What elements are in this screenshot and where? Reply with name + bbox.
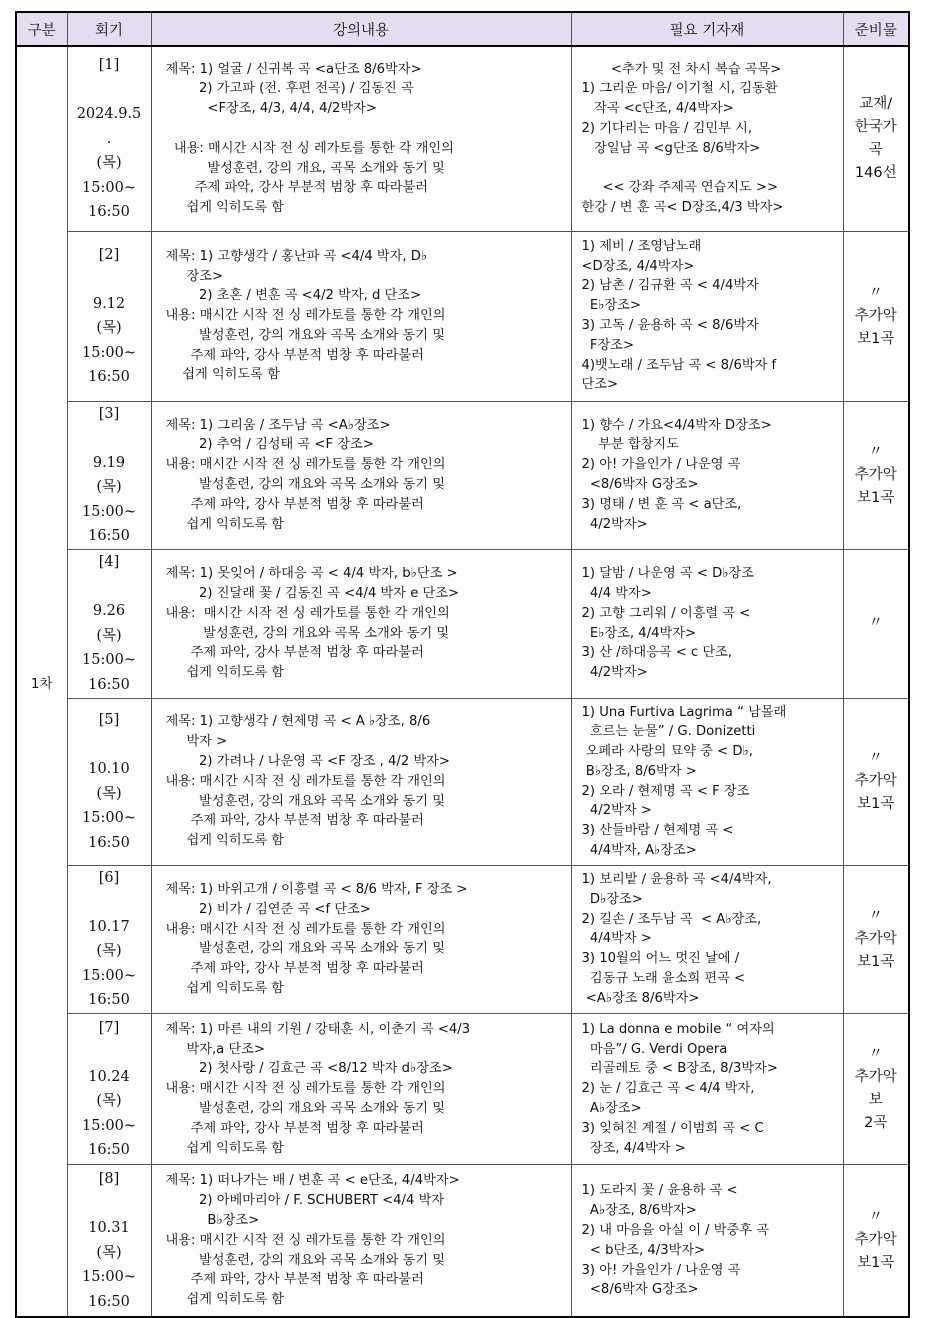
prep-cell-line: 보 — [868, 1092, 883, 1109]
content-cell-line: 제목: 1) 그리움 / 조두남 곡 <A♭장조> — [165, 417, 391, 433]
materials-cell-line: 부분 합창지도 — [581, 437, 679, 453]
materials-cell — [571, 46, 843, 231]
session-cell-line: 10.31 — [88, 1220, 130, 1237]
content-cell-line: 발성훈련, 강의 개요와 곡목 소개와 동기 및 — [165, 1101, 445, 1117]
session-cell-line: (목) — [96, 155, 122, 171]
prep-cell-line: 보1곡 — [857, 953, 895, 970]
session-cell-line: 16:50 — [88, 676, 130, 693]
materials-cell-line: 1) 도라지 꽃 / 윤용하 곡 < — [581, 1183, 738, 1199]
materials-cell-line: 한강 / 변 훈 곡< D장조,4/3 박자> — [581, 200, 784, 216]
session-cell-line — [68, 1040, 151, 1065]
session-cell-line: 16:50 — [88, 834, 130, 851]
session-cell — [67, 46, 151, 231]
session-cell-line: 16:50 — [88, 204, 130, 220]
content-cell-line: 2) 가려나 / 나운영 곡 <F 장조 , 4/2 박자> — [165, 753, 450, 769]
materials-cell-line: D♭장조> — [581, 891, 643, 907]
materials-cell-line: 3) 10월의 어느 멋진 날에 / — [581, 951, 740, 967]
content-cell-line: 장조> — [165, 268, 223, 284]
materials-cell-line: 흐르는 눈물” / G. Donizetti — [581, 724, 756, 740]
content-cell — [151, 865, 571, 1013]
materials-cell-line: 오페라 사랑의 묘약 중 < D♭, — [581, 744, 753, 760]
session-cell-line: 15:00~ — [82, 344, 136, 361]
prep-cell — [843, 401, 909, 549]
materials-cell-line: 4/4 박자> — [581, 585, 652, 601]
content-cell-line: 2) 진달래 꽃 / 김동진 곡 <4/4 박자 e 단조> — [165, 585, 460, 601]
materials-cell-line: < b단조, 4/3박자> — [581, 1242, 706, 1258]
materials-cell-line: E♭장조, 4/4박자> — [581, 625, 697, 641]
session-cell-line: [3] — [98, 405, 120, 422]
content-cell-line: 발성훈련, 강의 개요와 곡목 소개와 동기 및 — [165, 941, 445, 957]
prep-cell-line: 추가악 — [854, 930, 897, 947]
content-cell-line: 2) 가고파 (전. 후편 전곡) / 김동진 곡 — [165, 81, 414, 97]
session-cell-line: 16:50 — [88, 992, 130, 1009]
session-cell-line — [68, 733, 151, 758]
prep-cell-line: 추가악 — [854, 773, 897, 790]
prep-cell — [843, 1013, 909, 1165]
prep-cell-line: 2곡 — [864, 1115, 888, 1132]
header-session: 회기 — [67, 12, 151, 46]
content-cell-line: 제목: 1) 바위고개 / 이흥렬 곡 < 8/6 박자, F 장조 > — [165, 881, 468, 897]
content-cell-line: <F장조, 4/3, 4/4, 4/2박자> — [165, 101, 377, 117]
table-row — [16, 865, 909, 1013]
content-cell-line: 제목: 1) 떠나가는 배 / 변훈 곡 < e단조, 4/4박자> — [165, 1173, 460, 1189]
materials-cell-line: 3) 산들바람 / 현제명 곡 < — [581, 823, 734, 839]
table-row — [16, 1165, 909, 1317]
prep-cell — [843, 231, 909, 401]
prep-cell-line: 보1곡 — [857, 1255, 895, 1272]
session-cell — [67, 549, 151, 698]
materials-cell — [571, 1013, 843, 1165]
session-cell-line: 15:00~ — [82, 967, 136, 984]
materials-cell — [571, 231, 843, 401]
content-cell-line: 쉽게 익히도록 함 — [165, 200, 285, 216]
content-cell-line: 2) 초혼 / 변훈 곡 <4/2 박자, d 단조> — [165, 288, 422, 304]
materials-cell-line: 2) 고향 그리워 / 이흥렬 곡 < — [581, 605, 751, 621]
materials-cell-line: 4/4박자 > — [581, 931, 652, 947]
materials-cell-line: 4)뱃노래 / 조두남 곡 < 8/6박자 f — [581, 357, 777, 373]
table-row — [16, 401, 909, 549]
content-cell-line: 주제 파악, 강사 부분적 범창 후 따라불러 — [165, 496, 424, 512]
content-cell-line: 박자,a 단조> — [165, 1041, 265, 1057]
materials-cell-line: 1) 달밤 / 나운영 곡 < D♭장조 — [581, 566, 754, 582]
content-cell-line: 쉽게 익히도록 함 — [165, 516, 285, 532]
session-cell-line: 15:00~ — [82, 810, 136, 827]
materials-cell-line: 2) 남촌 / 김규환 곡 < 4/4박자 — [581, 278, 759, 294]
content-cell-line: 발성훈련, 강의 개요와 곡목 소개와 동기 및 — [165, 477, 445, 492]
session-cell-line: (목) — [96, 320, 122, 336]
content-cell-line: 박자 > — [165, 734, 228, 750]
content-cell-line: 내용: 매시간 시작 전 싱 레가토를 통한 각 개인의 — [165, 457, 446, 473]
session-cell-line: [5] — [98, 712, 120, 729]
prep-cell-line: 보1곡 — [857, 489, 895, 506]
content-cell-line: 주제 파악, 강사 부분적 범창 후 따라불러 — [165, 961, 424, 977]
content-cell-line: 주제 파악, 강사 부분적 범창 후 따라불러 — [165, 347, 424, 363]
session-cell-line: 10.17 — [88, 918, 130, 935]
content-cell-line: 발성훈련, 강의 개요와 곡목 소개와 동기 및 — [165, 625, 450, 641]
prep-cell — [843, 698, 909, 865]
content-cell-line: 발성훈련, 강의 개요와 곡목 소개와 동기 및 — [165, 793, 445, 809]
materials-cell-line: << 강좌 주제곡 연습지도 >> — [581, 180, 779, 196]
session-cell-line — [68, 575, 151, 600]
materials-cell-line: 2) 기다리는 마음 / 김민부 시, — [581, 120, 753, 136]
content-cell-line: 주제 파악, 강사 부분적 범창 후 따라불러 — [165, 645, 424, 661]
session-cell-line — [68, 890, 151, 915]
session-cell-line: 10.24 — [88, 1068, 130, 1085]
session-cell-line: 10.10 — [88, 761, 130, 778]
session-cell-line: 9.19 — [92, 454, 126, 471]
materials-cell-line: 2) 내 마음을 아실 이 / 박중후 곡 — [581, 1222, 769, 1238]
content-cell-line: 제목: 1) 고향생각 / 현제명 곡 < A ♭장조, 8/6 — [165, 714, 431, 730]
content-cell-line: 제목: 1) 고향생각 / 홍난파 곡 <4/4 박자, D♭ — [165, 248, 428, 264]
materials-cell — [571, 1165, 843, 1317]
session-cell-line: 16:50 — [88, 1142, 130, 1159]
materials-cell-line: 1) 그리운 마음/ 이기철 시, 김동환 — [581, 81, 778, 97]
session-cell-line: 16:50 — [88, 528, 130, 544]
content-cell-line: 발성훈련, 강의 개요, 곡목 소개와 동기 및 — [165, 160, 445, 176]
content-cell-line — [166, 119, 565, 139]
materials-cell-line: 장조, 4/4박자 > — [581, 1140, 686, 1156]
session-cell-line: . — [106, 130, 112, 147]
session-cell-line: 2024.9.5 — [76, 106, 142, 122]
content-cell — [151, 1013, 571, 1165]
session-cell-line: [4] — [98, 554, 120, 570]
materials-cell-line: 1) Una Furtiva Lagrima “ 남몰래 — [581, 704, 787, 720]
table-row — [16, 698, 909, 865]
content-cell-line: 내용: 매시간 시작 전 싱 레가토를 통한 각 개인의 — [165, 1232, 446, 1248]
content-cell-line: 쉽게 익히도록 함 — [165, 665, 285, 681]
materials-cell-line: 장일남 곡 <g단조 8/6박자> — [581, 140, 761, 156]
materials-cell-line: F장조> — [581, 337, 634, 353]
materials-cell-line: 3) 고독 / 윤용하 곡 < 8/6박자 — [581, 318, 759, 333]
materials-cell-line: 2) 아! 가을인가 / 나운영 곡 — [581, 457, 741, 473]
content-cell-line: 내용: 매시간 시작 전 싱 레가토를 통한 각 개인의 — [165, 140, 454, 156]
session-cell-line: 9.26 — [92, 603, 126, 619]
session-cell-line — [68, 78, 151, 103]
prep-cell-line: 추가악 — [854, 307, 897, 324]
content-cell-line: 쉽게 익히도록 함 — [165, 1292, 285, 1308]
content-cell-line: 제목: 1) 못잊어 / 하대응 곡 < 4/4 박자, b♭단조 > — [165, 566, 458, 582]
prep-cell-line: 추가악 — [854, 1069, 897, 1086]
materials-cell-line: 4/2박자> — [581, 516, 648, 532]
session-cell-line: (목) — [96, 1244, 122, 1261]
session-cell — [67, 1013, 151, 1165]
materials-cell-line: <D장조, 4/4박자> — [581, 258, 695, 274]
content-cell — [151, 401, 571, 549]
materials-cell-line: 1) 향수 / 가요<4/4박자 D장조> — [581, 417, 772, 433]
session-cell-line: 15:00~ — [82, 503, 136, 520]
prep-cell-line: 146선 — [854, 164, 897, 181]
session-cell-line: 15:00~ — [82, 1117, 136, 1134]
materials-cell-line: <8/6박자 G장조> — [581, 477, 699, 492]
prep-cell-line: 〃 — [868, 615, 883, 631]
schedule-table — [15, 11, 910, 1318]
session-cell-line: 15:00~ — [82, 652, 136, 668]
prep-cell — [843, 865, 909, 1013]
materials-cell-line: 4/2박자> — [581, 665, 648, 681]
session-cell-line: [1] — [98, 57, 120, 73]
prep-cell-line: 〃 — [868, 750, 883, 767]
prep-cell — [843, 1165, 909, 1317]
table-row — [16, 1013, 909, 1165]
materials-cell-line: <A♭장조 8/6박자> — [581, 990, 700, 1006]
content-cell-line: 제목: 1) 얼굴 / 신귀복 곡 <a단조 8/6박자> — [165, 61, 422, 77]
materials-cell-line: A♭장조> — [581, 1101, 642, 1117]
prep-cell-line: 〃 — [868, 1209, 883, 1226]
prep-cell — [843, 46, 909, 231]
content-cell-line: 주제 파악, 강사 부분적 범창 후 따라불러 — [165, 180, 429, 196]
materials-cell-line: E♭장조> — [581, 298, 641, 314]
table-row — [16, 231, 909, 401]
materials-cell-line: 단조> — [581, 377, 619, 393]
session-cell-line — [68, 1192, 151, 1217]
prep-cell-line: 〃 — [868, 284, 883, 301]
content-cell-line: 제목: 1) 마른 내의 기원 / 강태훈 시, 이춘기 곡 <4/3 — [165, 1021, 471, 1037]
materials-cell-line: 마음”/ G. Verdi Opera — [581, 1041, 728, 1057]
prep-cell-line: 곡 — [868, 141, 883, 158]
prep-cell-line: 교재/ — [859, 95, 893, 112]
materials-cell-line: 2) 오라 / 현제명 곡 < F 장조 — [581, 783, 750, 799]
division-cell: 1차 — [16, 46, 67, 1317]
materials-cell-line: A♭장조, 8/6박자> — [581, 1203, 697, 1219]
content-cell — [151, 1165, 571, 1317]
session-cell-line: [8] — [98, 1171, 120, 1188]
session-cell-line: (목) — [96, 943, 122, 960]
session-cell-line: (목) — [96, 479, 122, 495]
prep-cell-line: 한국가 — [854, 118, 897, 135]
content-cell-line: 내용: 매시간 시작 전 싱 레가토를 통한 각 개인의 — [165, 308, 446, 324]
materials-cell-line: B♭장조, 8/6박자 > — [581, 763, 697, 779]
session-cell-line: 15:00~ — [82, 179, 136, 196]
prep-cell-line: 보1곡 — [857, 796, 895, 813]
content-cell-line: 2) 첫사랑 / 김효근 곡 <8/12 박자 d♭장조> — [165, 1061, 453, 1077]
content-cell-line: 쉽게 익히도록 함 — [165, 1140, 285, 1156]
materials-cell-line: 3) 명태 / 변 훈 곡 < a단조, — [581, 496, 742, 512]
materials-cell-line: 3) 잊혀진 계절 / 이범희 곡 < C — [581, 1120, 764, 1136]
materials-cell-line: 1) 보리밭 / 윤용하 곡 <4/4박자, — [581, 872, 772, 888]
prep-cell-line: 〃 — [868, 907, 883, 924]
content-cell-line: 발성훈련, 강의 개요와 곡목 소개와 동기 및 — [165, 327, 445, 343]
session-cell-line: [2] — [98, 246, 120, 263]
content-cell — [151, 549, 571, 698]
session-cell-line: (목) — [96, 627, 122, 644]
prep-cell-line: 〃 — [868, 1046, 883, 1063]
header-content: 강의내용 — [151, 12, 571, 46]
session-cell-line — [68, 426, 151, 451]
header-row — [16, 12, 909, 46]
content-cell-line: 내용: 매시간 시작 전 싱 레가토를 통한 각 개인의 — [165, 773, 446, 789]
header-division: 구분 — [16, 12, 67, 46]
content-cell-line: B♭장조> — [165, 1213, 260, 1229]
header-materials: 필요 기자재 — [571, 12, 843, 46]
table-row — [16, 549, 909, 698]
content-cell-line: 주제 파악, 강사 부분적 범창 후 따라불러 — [165, 1120, 424, 1136]
session-cell — [67, 231, 151, 401]
materials-cell — [571, 865, 843, 1013]
content-cell-line: 쉽게 익히도록 함 — [165, 367, 280, 383]
prep-cell-line: 추가악 — [854, 1232, 897, 1249]
content-cell-line: 주제 파악, 강사 부분적 범창 후 따라불러 — [165, 1272, 424, 1288]
session-cell — [67, 865, 151, 1013]
content-cell — [151, 231, 571, 401]
session-cell-line: 16:50 — [88, 1293, 130, 1310]
materials-cell-line: 3) 아! 가을인가 / 나운영 곡 — [581, 1262, 741, 1278]
content-cell-line: 발성훈련, 강의 개요와 곡목 소개와 동기 및 — [165, 1252, 445, 1268]
content-cell — [151, 46, 571, 231]
session-cell-line: [7] — [98, 1019, 120, 1036]
materials-cell-line: 2) 길손 / 조두남 곡 < A♭장조, — [581, 911, 762, 927]
materials-cell — [571, 698, 843, 865]
prep-cell — [843, 549, 909, 698]
content-cell-line: 내용: 매시간 시작 전 싱 레가토를 통한 각 개인의 — [165, 605, 450, 621]
prep-cell-line: 추가악 — [854, 466, 897, 483]
session-cell-line — [68, 267, 151, 292]
session-cell-line: 9.12 — [92, 295, 126, 312]
content-cell-line: 쉽게 익히도록 함 — [165, 833, 285, 849]
materials-cell-line: <8/6박자 G장조> — [581, 1282, 699, 1298]
materials-cell-line: 2) 눈 / 김효근 곡 < 4/4 박자, — [581, 1081, 755, 1097]
materials-cell — [571, 549, 843, 698]
prep-cell-line: 〃 — [868, 443, 883, 460]
table-row — [16, 46, 909, 231]
materials-cell-line: 1) La donna e mobile “ 여자의 — [581, 1021, 775, 1037]
materials-cell-line: 작곡 <c단조, 4/4박자> — [581, 101, 734, 117]
content-cell-line: 2) 추억 / 김성태 곡 <F 장조> — [165, 437, 374, 453]
content-cell — [151, 698, 571, 865]
session-cell — [67, 1165, 151, 1317]
session-cell — [67, 401, 151, 549]
materials-cell-line: 3) 산 /하대응곡 < c 단조, — [581, 645, 733, 661]
session-cell-line: 15:00~ — [82, 1269, 136, 1286]
materials-cell-line: <추가 및 전 차시 복습 곡목> — [581, 61, 782, 77]
content-cell-line: 내용: 매시간 시작 전 싱 레가토를 통한 각 개인의 — [165, 1081, 446, 1097]
content-cell-line: 내용: 매시간 시작 전 싱 레가토를 통한 각 개인의 — [165, 921, 446, 937]
session-cell — [67, 698, 151, 865]
content-cell-line: 2) 아베마리아 / F. SCHUBERT <4/4 박자 — [165, 1193, 445, 1209]
materials-cell — [571, 401, 843, 549]
header-prep: 준비물 — [843, 12, 909, 46]
session-cell-line: (목) — [96, 1093, 122, 1110]
content-cell-line: 주제 파악, 강사 부분적 범창 후 따라불러 — [165, 813, 424, 829]
materials-cell-line: 김동규 노래 윤소희 편곡 < — [581, 971, 746, 987]
session-cell-line: 16:50 — [88, 369, 130, 385]
materials-cell-line: 1) 제비 / 조영남노래 — [581, 238, 702, 254]
content-cell-line: 2) 비가 / 김연준 곡 <f 단조> — [165, 901, 371, 917]
content-cell-line: 쉽게 익히도록 함 — [165, 980, 285, 996]
materials-cell-line: 4/4박자, A♭장조> — [581, 843, 697, 859]
materials-cell-line: 4/2박자 > — [581, 803, 652, 819]
materials-cell-line: 리골레토 중 < B장조, 8/3박자> — [581, 1061, 778, 1077]
session-cell-line: (목) — [96, 785, 122, 802]
session-cell-line: [6] — [98, 869, 120, 886]
materials-cell-line — [582, 159, 837, 179]
prep-cell-line: 보1곡 — [857, 330, 895, 347]
